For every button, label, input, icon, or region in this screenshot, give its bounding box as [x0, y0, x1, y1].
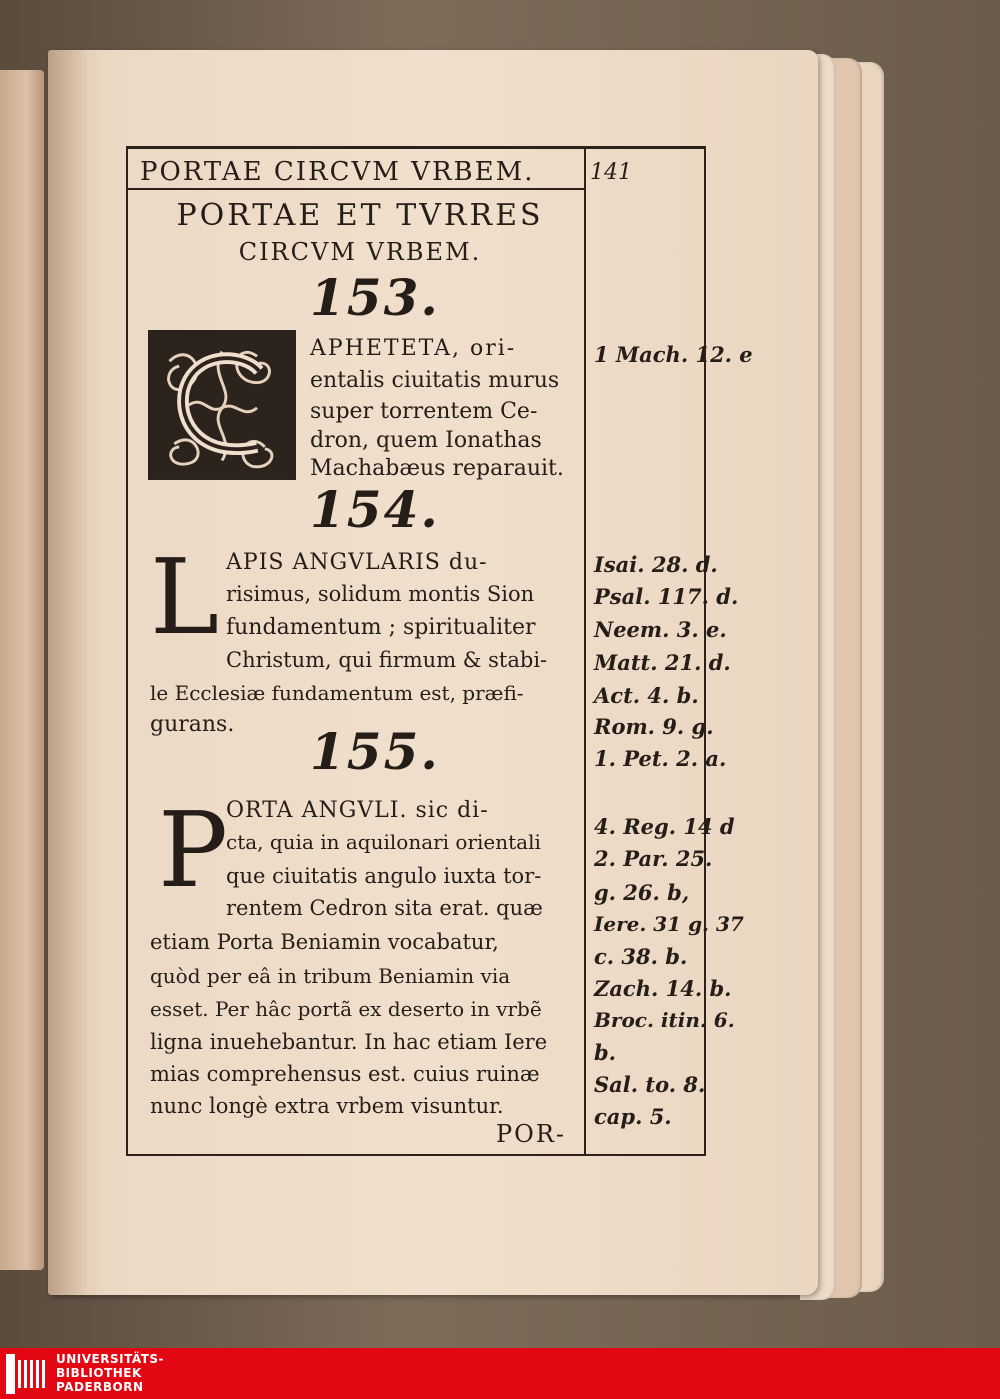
- library-name-line-2: BIBLIOTHEK: [56, 1366, 142, 1380]
- margin-divider-rule: [584, 146, 586, 1156]
- margin-note: Rom. 9. g.: [594, 714, 714, 739]
- entry-155-line-4: rentem Cedron sita erat. quæ: [226, 896, 543, 920]
- entry-154-line-3: fundamentum ; spiritualiter: [226, 615, 536, 640]
- entry-155-line-2: cta, quia in aquilonari orientali: [226, 830, 541, 854]
- entry-155-line-5: etiam Porta Beniamin vocabatur,: [150, 930, 499, 954]
- entry-155-line-7: esset. Per hâc portã ex deserto in vrbẽ: [150, 997, 542, 1021]
- library-footer-bar: [0, 1348, 1000, 1399]
- entry-153-line-5: Machabæus reparauit.: [310, 456, 564, 481]
- drop-initial-l: L: [150, 536, 220, 658]
- entry-153-line-4: dron, quem Ionathas: [310, 428, 542, 453]
- entry-154-line-6: gurans.: [150, 712, 235, 737]
- entry-155-line-1: ORTA ANGVLI. sic di-: [226, 798, 489, 823]
- margin-note: Act. 4. b.: [594, 683, 699, 708]
- entry-154-line-1: APIS ANGVLARIS du-: [226, 550, 488, 575]
- gutter-shadow: [48, 50, 88, 1295]
- entry-153-line-3: super torrentem Ce-: [310, 399, 538, 424]
- left-page-edge: [0, 70, 44, 1270]
- entry-number-153: 153.: [310, 268, 440, 327]
- margin-note: Broc. itin. 6.: [594, 1008, 735, 1032]
- section-title-line-1: PORTAE ET TVRRES: [176, 198, 544, 233]
- margin-note: Neem. 3. e.: [594, 617, 727, 642]
- margin-note: 4. Reg. 14 d: [594, 814, 735, 839]
- margin-note: Matt. 21. d.: [594, 650, 731, 675]
- entry-number-155: 155.: [310, 722, 440, 781]
- entry-155-line-9: mias comprehensus est. cuius ruinæ: [150, 1062, 540, 1086]
- margin-note: c. 38. b.: [594, 944, 688, 969]
- entry-154-line-4: Christum, qui firmum & stabi-: [226, 648, 548, 672]
- entry-153-line-2: entalis ciuitatis murus: [310, 368, 560, 393]
- entry-154-line-5: le Ecclesiæ fundamentum est, præfi-: [150, 681, 524, 705]
- margin-note: Psal. 117. d.: [594, 584, 739, 609]
- running-head: PORTAE CIRCVM VRBEM.: [140, 157, 535, 187]
- library-name: [56, 1352, 164, 1394]
- margin-note: g. 26. b,: [594, 880, 690, 905]
- catchword: POR-: [496, 1120, 567, 1148]
- drop-initial-p: P: [158, 789, 228, 911]
- library-name-line-1: UNIVERSITÄTS-: [56, 1352, 165, 1366]
- entry-155-line-6: quòd per eâ in tribum Beniamin via: [150, 964, 511, 988]
- margin-note: Isai. 28. d.: [594, 552, 718, 577]
- entry-155-line-3: que ciuitatis angulo iuxta tor-: [226, 864, 542, 888]
- header-rule: [126, 188, 586, 190]
- decorated-initial-c: [148, 330, 296, 480]
- margin-note: b.: [594, 1040, 616, 1065]
- library-name-line-3: PADERBORN: [56, 1380, 144, 1394]
- library-logo-icon: [6, 1354, 48, 1394]
- page-number: 141: [590, 160, 632, 185]
- entry-154-line-2: risimus, solidum montis Sion: [226, 582, 535, 606]
- margin-note: 1. Pet. 2. a.: [594, 746, 727, 771]
- entry-number-154: 154.: [310, 480, 440, 539]
- entry-155-line-10: nunc longè extra vrbem visuntur.: [150, 1094, 504, 1118]
- margin-note: 1 Mach. 12. e: [594, 342, 753, 367]
- margin-note: cap. 5.: [594, 1104, 672, 1129]
- section-title-line-2: CIRCVM VRBEM.: [238, 238, 482, 266]
- margin-note: Zach. 14. b.: [594, 976, 732, 1001]
- entry-153-line-1: APHETETA, ori-: [310, 336, 517, 361]
- margin-note: Iere. 31 g. 37: [594, 912, 744, 936]
- margin-note: Sal. to. 8.: [594, 1072, 706, 1097]
- entry-155-line-8: ligna inuehebantur. In hac etiam Iere: [150, 1030, 548, 1054]
- margin-note: 2. Par. 25.: [594, 846, 713, 871]
